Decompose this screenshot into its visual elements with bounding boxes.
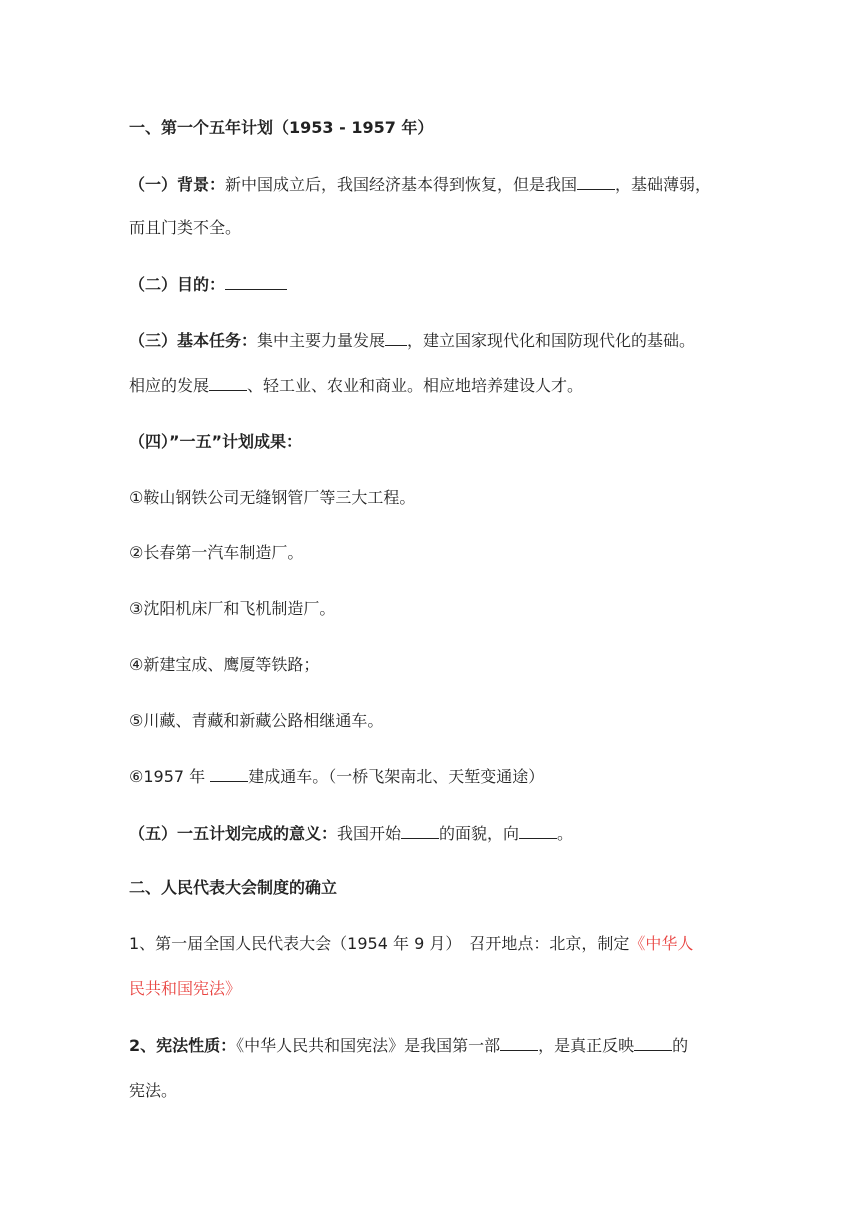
purpose-label: （二）目的： (129, 275, 226, 294)
significance-label: （五）一五计划完成的意义： (129, 824, 338, 843)
constitution-nature-line-1 (129, 1034, 739, 1057)
constitution-nature-line-2: 宪法。 (129, 1081, 178, 1100)
fill-blank (209, 374, 247, 391)
fill-blank (634, 1034, 672, 1051)
tasks-text: ，建立国家现代化和国防现代化的基础。 (407, 331, 696, 350)
results-item: ①鞍山钢铁公司无缝钢管厂等三大工程。 (129, 488, 416, 507)
background-label: （一）背景： (129, 175, 226, 194)
results-item-6 (129, 765, 739, 788)
results-item: ②长春第一汽车制造厂。 (129, 543, 304, 562)
section1-heading: 一、第一个五年计划（1953 - 1957 年） (129, 118, 434, 137)
fill-blank (210, 765, 248, 782)
results-item6-suffix: 建成通车。（一桥飞架南北、天堑变通途） (248, 767, 545, 786)
background-text: 新中国成立后，我国经济基本得到恢复，但是我国 (225, 175, 578, 194)
fill-blank (401, 822, 439, 839)
constitution-line-1 (129, 933, 739, 955)
results-heading: （四）”一五”计划成果： (129, 432, 303, 451)
background-line-2: 而且门类不全。 (129, 218, 242, 237)
constitution-nature-text: 的 (672, 1036, 689, 1055)
results-item6-prefix: ⑥1957 年 (129, 767, 211, 786)
constitution-title: 《中华人 (629, 934, 694, 953)
background-line-1 (129, 173, 739, 196)
constitution-nature-label: 2、宪法性质： (129, 1036, 237, 1055)
results-item: ④新建宝成、鹰厦等铁路； (129, 655, 320, 674)
tasks-text: 相应的发展 (129, 376, 210, 395)
tasks-text: 集中主要力量发展 (257, 331, 386, 350)
background-text: ，基础薄弱， (615, 175, 712, 194)
fill-blank (385, 329, 407, 346)
fill-blank (500, 1034, 538, 1051)
tasks-text: 、轻工业、农业和商业。相应地培养建设人才。 (247, 376, 584, 395)
tasks-line-1 (129, 329, 739, 352)
purpose-line (129, 273, 739, 296)
section2-heading: 二、人民代表大会制度的确立 (129, 878, 338, 897)
significance-text: 我国开始 (337, 824, 402, 843)
significance-text: 的面貌，向 (439, 824, 520, 843)
significance-line (129, 822, 739, 845)
results-item: ⑤川藏、青藏和新藏公路相继通车。 (129, 711, 384, 730)
constitution-nature-text: ，是真正反映 (538, 1036, 635, 1055)
significance-text: 。 (557, 824, 574, 843)
tasks-label: （三）基本任务： (129, 331, 258, 350)
tasks-line-2 (129, 374, 739, 397)
fill-blank (577, 173, 615, 190)
constitution-line-2: 民共和国宪法》 (129, 979, 242, 998)
congress-text: 1、第一届全国人民代表大会（1954 年 9 月） 召开地点：北京，制定 (129, 934, 630, 953)
fill-blank (519, 822, 557, 839)
constitution-nature-text: 《中华人民共和国宪法》是我国第一部 (236, 1036, 501, 1055)
results-item: ③沈阳机床厂和飞机制造厂。 (129, 599, 336, 618)
fill-blank (225, 273, 287, 290)
